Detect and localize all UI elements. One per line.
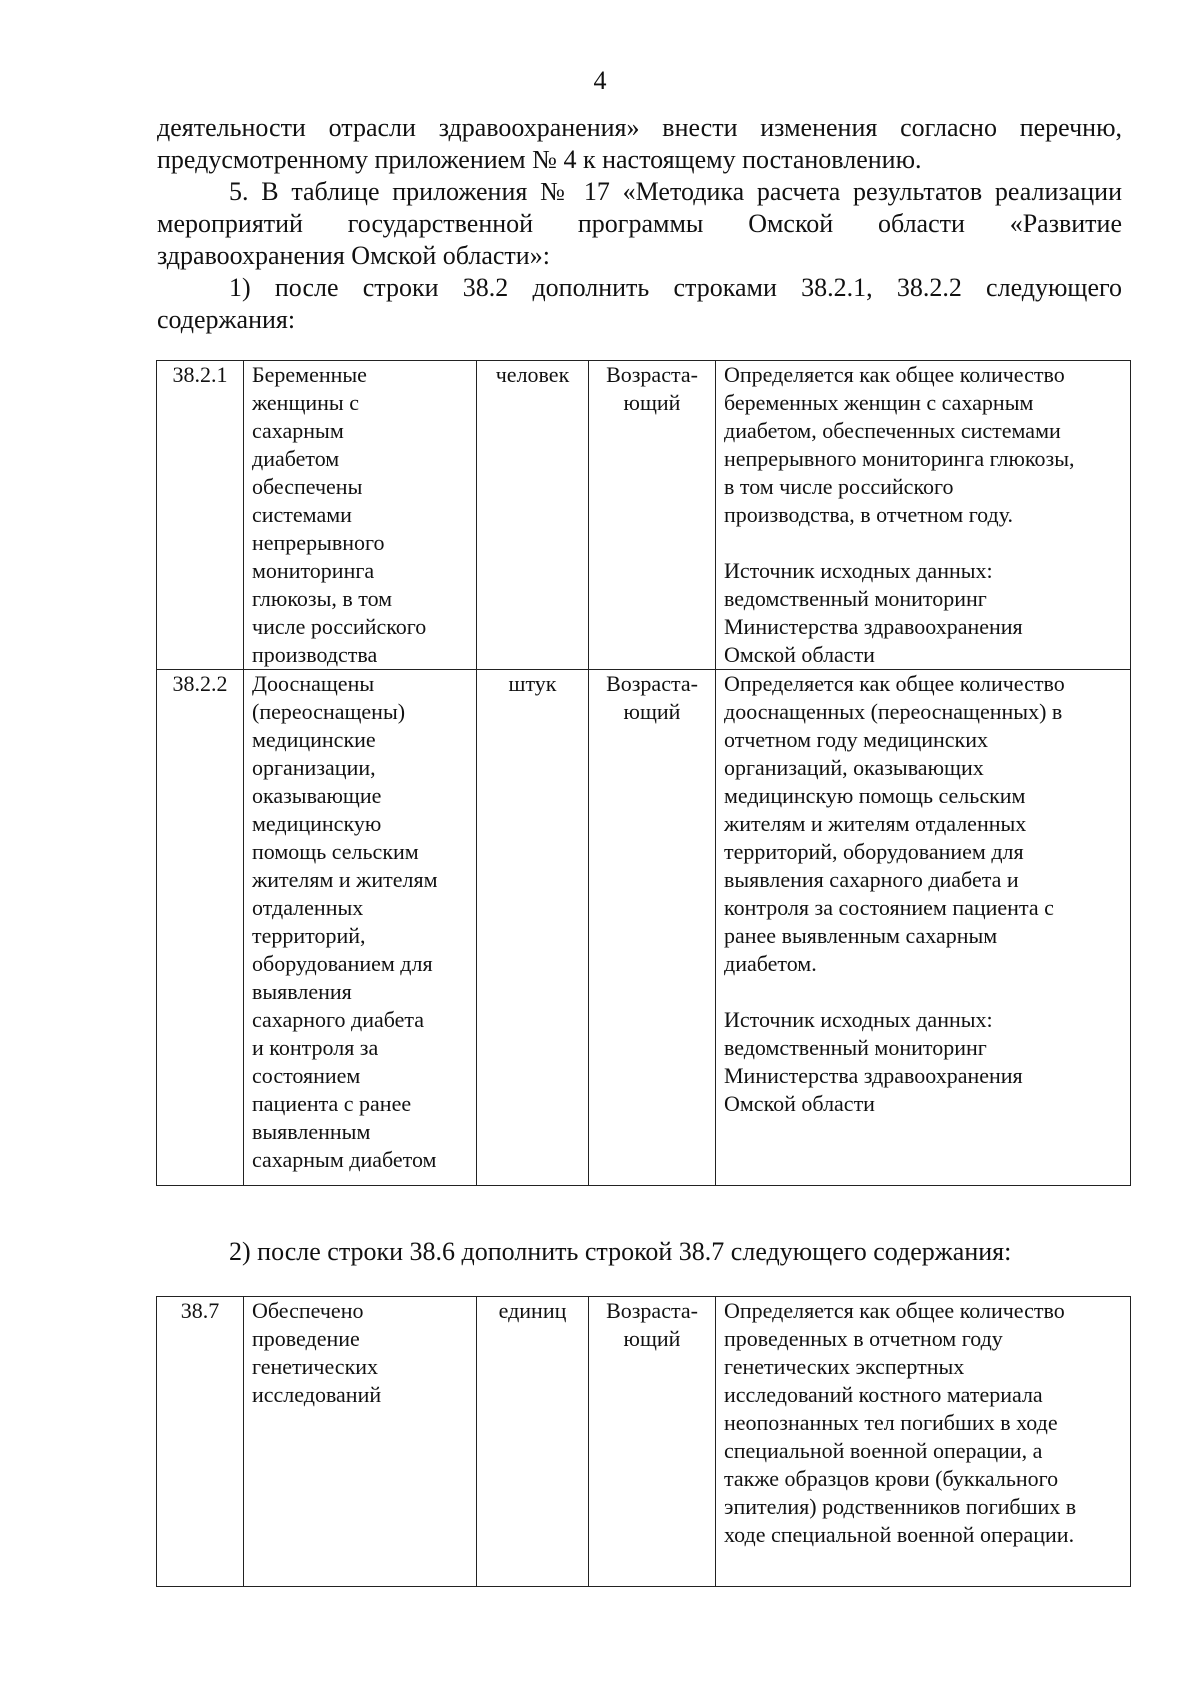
table-row	[157, 670, 1131, 1186]
subitem-2-paragraph: 2) после строки 38.6 дополнить строкой 38.7 следующего содержания:	[229, 1237, 1012, 1266]
table-row	[157, 1297, 1131, 1587]
unit-of-measure: штук	[477, 670, 589, 1186]
method-description: Определяется как общее количество дооснащенных (переоснащенных) в отчетном году медицинских организаций, оказывающих медицинскую помощь сельским жителям и жителям отдаленных территорий, оборудованием для выявления сахарного диабета и контроля за состоянием пациента с ранее выявленным сахарным диабетом.	[724, 671, 1065, 976]
trend-type: Возраста- ющий	[589, 1297, 716, 1587]
row-number: 38.2.2	[157, 670, 244, 1186]
trend-type: Возраста- ющий	[589, 670, 716, 1186]
intro-line-1: деятельности отрасли здравоохранения» внести изменения согласно перечню,	[157, 113, 1122, 142]
data-source: Источник исходных данных: ведомственный мониторинг Министерства здравоохранения Омской области	[724, 558, 1023, 667]
method-description: Определяется как общее количество беременных женщин с сахарным диабетом, обеспеченных системами непрерывного мониторинга глюкозы, в том числе российского производства, в отчетном году.	[724, 362, 1075, 527]
indicator-name: Обеспечено проведение генетических исследований	[244, 1297, 477, 1587]
intro-line-2: предусмотренному приложением № 4 к настоящему постановлению.	[157, 145, 922, 174]
row-number: 38.2.1	[157, 361, 244, 670]
row-number: 38.7	[157, 1297, 244, 1587]
table-row	[157, 361, 1131, 670]
calculation-method	[716, 670, 1131, 1186]
trend-type: Возраста- ющий	[589, 361, 716, 670]
indicator-name: Дооснащены (переоснащены) медицинские организации, оказывающие медицинскую помощь сельским жителям и жителям отдаленных территорий, оборудованием для выявления сахарного диабета и контроля за состоянием пациента с ранее выявленным сахарным диабетом	[244, 670, 477, 1186]
item-5-paragraph: 5. В таблице приложения № 17 «Методика расчета результатов реализации мероприятий государственной программы Омской области «Развитие здравоохранения Омской области»:	[157, 177, 1122, 270]
table-row-38-7	[156, 1296, 1131, 1587]
unit-of-measure: единиц	[477, 1297, 589, 1587]
unit-of-measure: человек	[477, 361, 589, 670]
table-rows-38-2	[156, 360, 1131, 1186]
subitem-1-paragraph: 1) после строки 38.2 дополнить строками 38.2.1, 38.2.2 следующего содержания:	[157, 273, 1122, 334]
data-source: Источник исходных данных: ведомственный мониторинг Министерства здравоохранения Омской области	[724, 1007, 1023, 1116]
indicator-name: Беременные женщины с сахарным диабетом обеспечены системами непрерывного мониторинга глюкозы, в том числе российского производства	[244, 361, 477, 670]
page-number: 4	[593, 66, 607, 95]
calculation-method	[716, 361, 1131, 670]
method-description: Определяется как общее количество проведенных в отчетном году генетических экспертных исследований костного материала неопознанных тел погибших в ходе специальной военной операции, а также образцов крови (буккального эпителия) родственников погибших в ходе специальной военной операции.	[716, 1297, 1131, 1587]
